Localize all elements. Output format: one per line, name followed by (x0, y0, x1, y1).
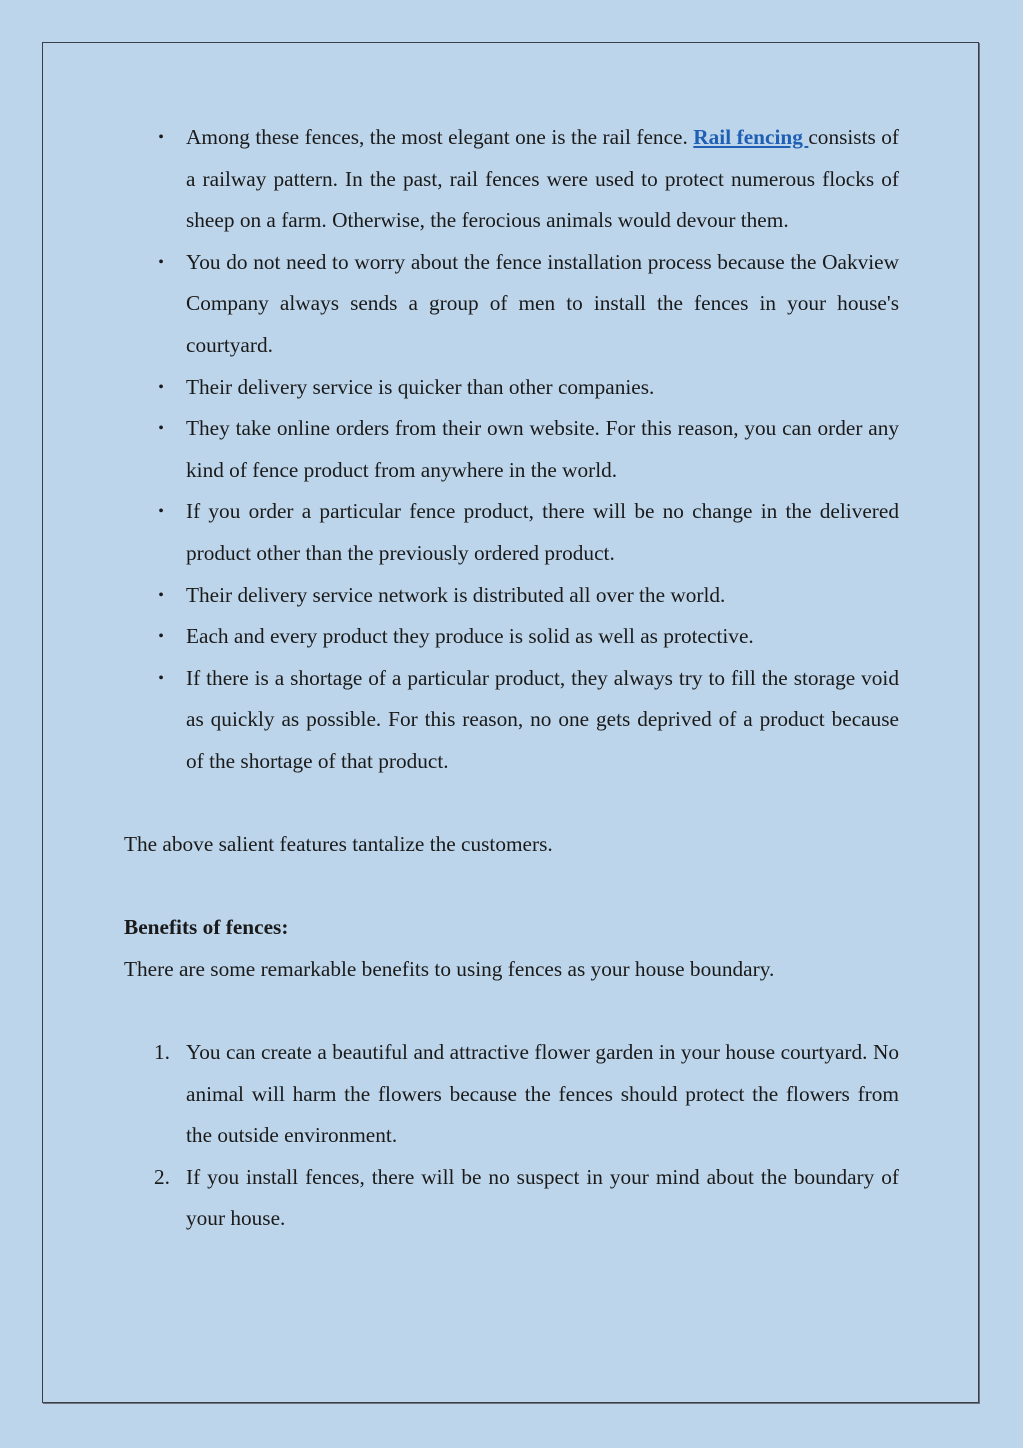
bullet-icon: • (158, 378, 164, 396)
spacer (124, 866, 899, 908)
list-number: 1. (154, 1040, 170, 1065)
spacer (124, 783, 899, 825)
bullet-icon: • (158, 628, 164, 646)
bullet-icon: • (158, 253, 164, 271)
list-item-text: consists of a railway pattern. In the past, rail fences were used to protect numerous flocks of sheep on a farm. Otherwise, the ferocious animals would devour them. (186, 125, 900, 233)
document-body (124, 117, 899, 1240)
list-item-text: If you order a particular fence product, there will be no change in the delivered product other than the previously ordered product. (186, 499, 899, 565)
list-item-text: Each and every product they produce is solid as well as protective. (186, 624, 754, 649)
list-item (124, 616, 899, 658)
section-heading: Benefits of fences: (124, 915, 289, 940)
list-item (124, 491, 899, 574)
list-item (124, 408, 899, 491)
list-item-text: You can create a beautiful and attractive flower garden in your house courtyard. No animal will harm the flowers because the fences should protect the flowers from the outside environment. (186, 1040, 899, 1148)
bullet-icon: • (158, 420, 164, 438)
rail-fencing-link[interactable]: Rail fencing (693, 125, 809, 149)
bullet-icon: • (158, 129, 164, 146)
list-item-text: If there is a shortage of a particular product, they always try to fill the storage void as quickly as possible. For this reason, no one gets deprived of a product because of the shortage of that product. (186, 665, 899, 773)
spacer (124, 990, 899, 1032)
list-item (124, 658, 899, 783)
list-item (124, 1157, 899, 1240)
list-number: 2. (154, 1164, 170, 1189)
features-bullet-list (124, 117, 899, 783)
list-item (124, 117, 899, 242)
list-item (124, 367, 899, 409)
benefits-numbered-list (124, 1032, 899, 1240)
list-item-text: Among these fences, the most elegant one is the rail fence. (186, 125, 694, 149)
summary-paragraph: The above salient features tantalize the customers. (124, 832, 553, 857)
list-item-text: They take online orders from their own website. For this reason, you can order any kind of fence product from anywhere in the world. (186, 416, 899, 482)
bullet-icon: • (158, 586, 164, 604)
list-item-text: If you install fences, there will be no suspect in your mind about the boundary of your house. (186, 1164, 899, 1231)
bullet-icon: • (158, 503, 164, 521)
list-item-text: Their delivery service is quicker than other companies. (186, 374, 655, 399)
list-item-text: Their delivery service network is distributed all over the world. (186, 582, 726, 607)
list-item-text: You do not need to worry about the fence installation process because the Oakview Company always sends a group of men to install the fences in your house's courtyard. (186, 249, 899, 357)
bullet-icon: • (158, 669, 164, 687)
list-item (124, 242, 899, 367)
list-item (124, 1032, 899, 1157)
list-item (124, 575, 899, 617)
benefits-intro-paragraph: There are some remarkable benefits to using fences as your house boundary. (124, 956, 775, 981)
